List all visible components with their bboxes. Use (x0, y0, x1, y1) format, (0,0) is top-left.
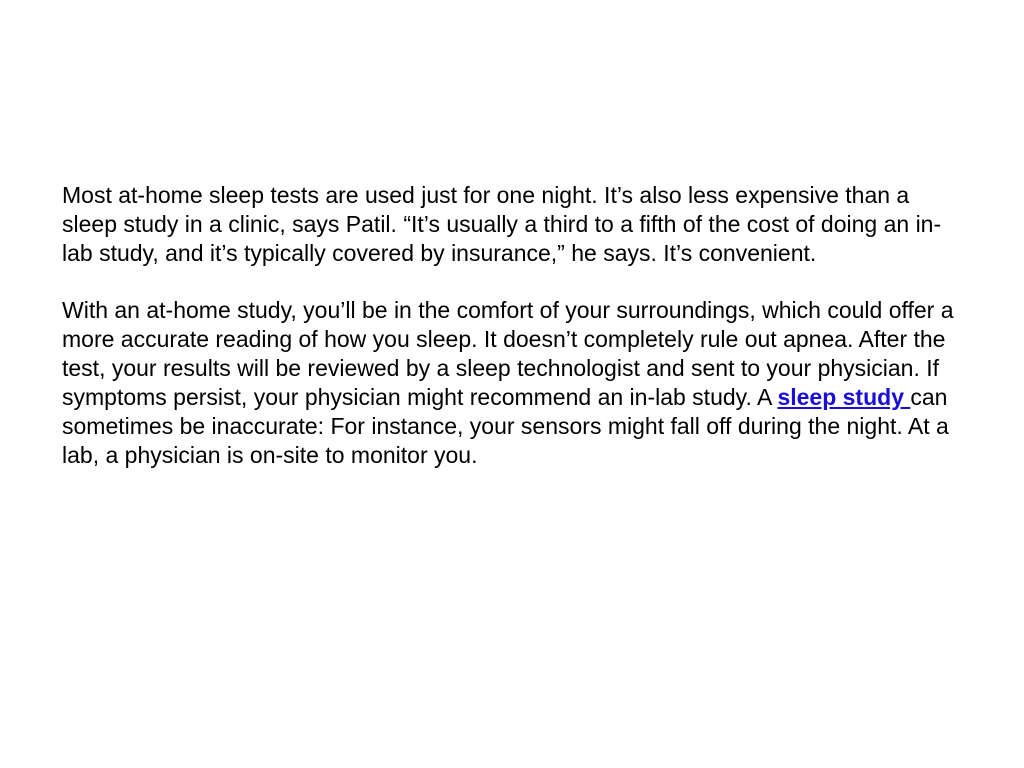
sleep-study-link[interactable]: sleep study (777, 384, 911, 410)
slide-body (62, 181, 967, 498)
paragraph-text-after-link: can sometimes be inaccurate: For instance, your sensors might fall off during the night. At a lab, a physician is on-site to monitor you. (62, 384, 949, 468)
paragraph-text-before-link: With an at-home study, you’ll be in the comfort of your surroundings, which could offer a more accurate reading of how you sleep. It doesn’t completely rule out apnea. After the test, your results will be reviewed by a sleep technologist and sent to your physician. If symptoms persist, your physician might recommend an in-lab study. A (62, 297, 954, 410)
paragraph-home-study-comfort (62, 296, 967, 470)
paragraph-home-test-cost: Most at-home sleep tests are used just for one night. It’s also less expensive than a sleep study in a clinic, says Patil. “It’s usually a third to a fifth of the cost of doing an in-lab study, and it’s typically covered by insurance,” he says. It’s convenient. (62, 182, 942, 266)
